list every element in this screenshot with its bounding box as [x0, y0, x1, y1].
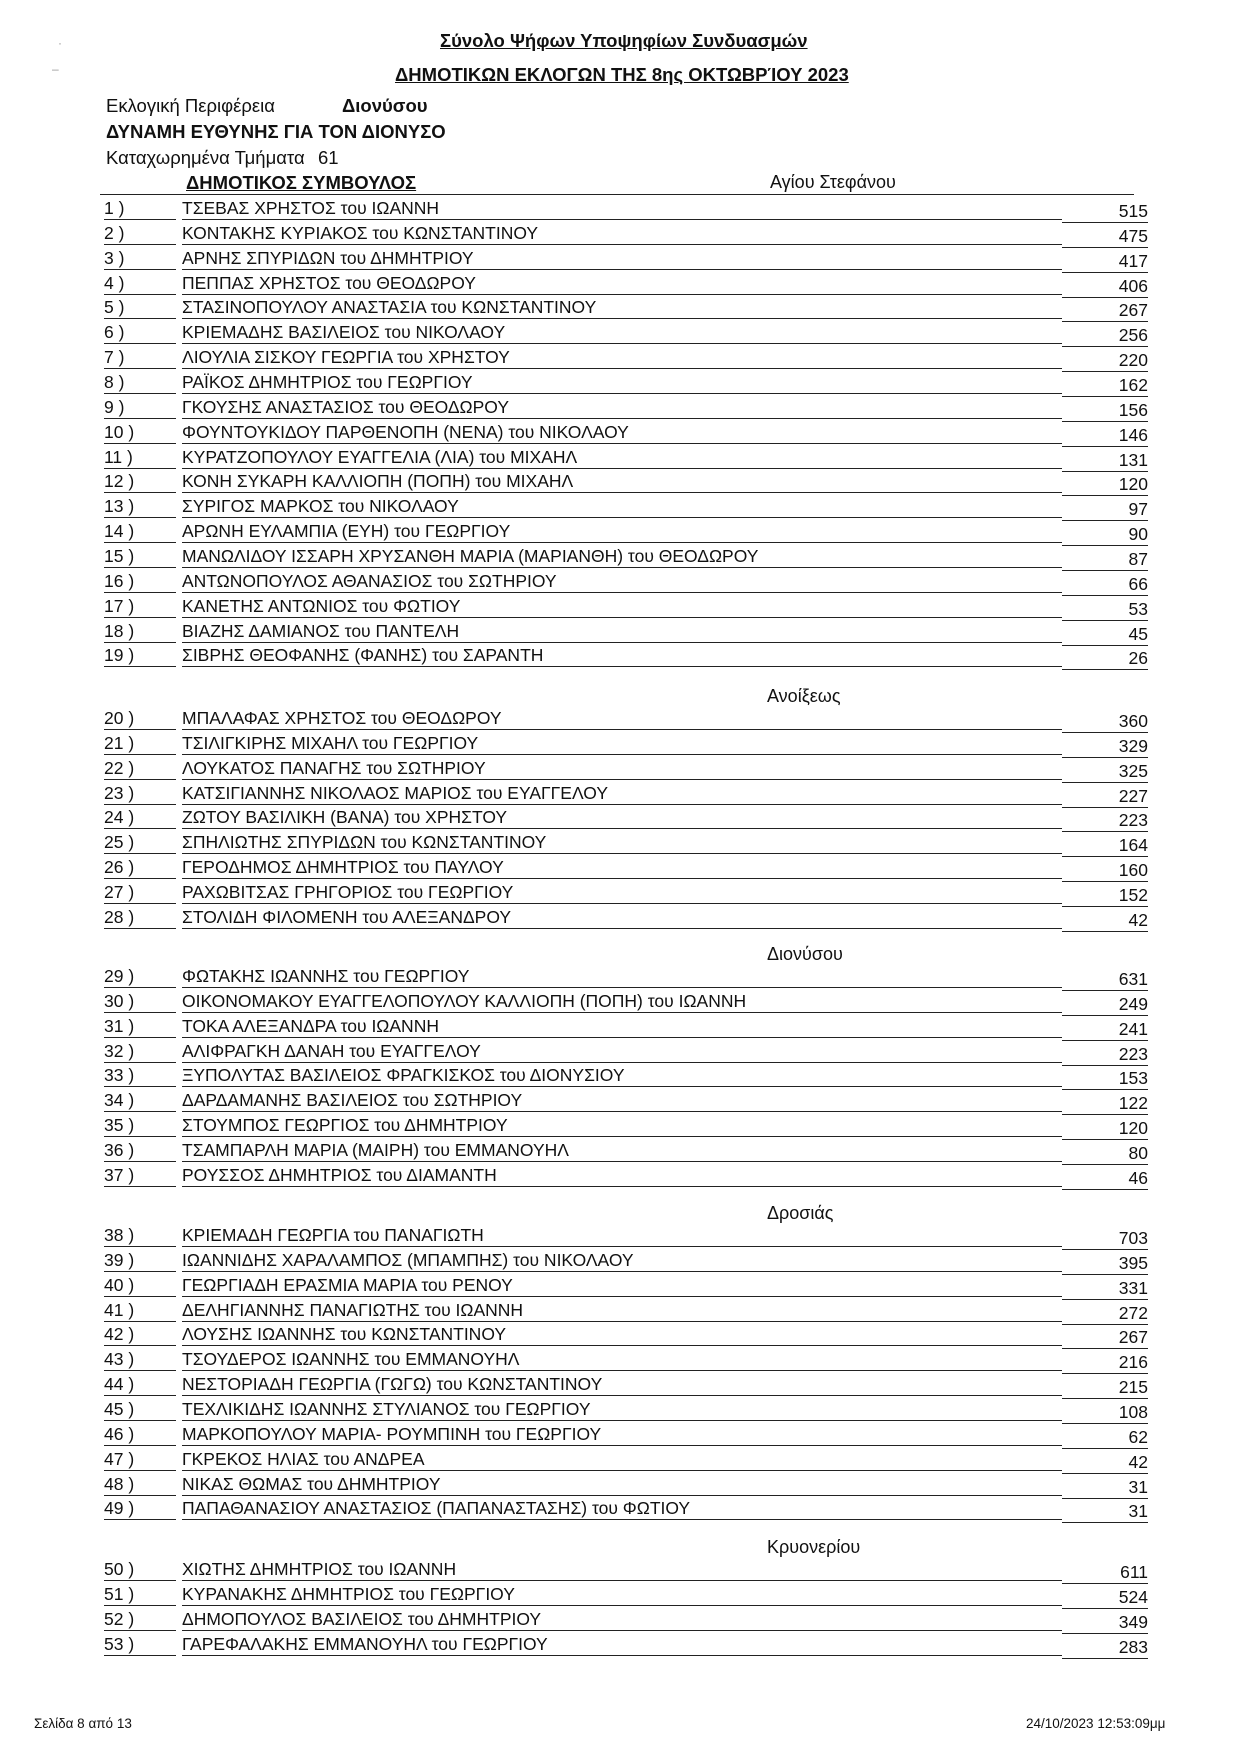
table-row	[100, 856, 1150, 881]
row-number: 29 )	[104, 965, 176, 988]
row-number: 18 )	[104, 620, 176, 643]
row-number: 25 )	[104, 831, 176, 854]
candidate-name: ΡΑΪΚΟΣ ΔΗΜΗΤΡΙΟΣ του ΓΕΩΡΓΙΟΥ	[182, 371, 1062, 394]
vote-count: 53	[1062, 598, 1148, 621]
vote-count: 162	[1062, 374, 1148, 397]
vote-count: 406	[1062, 275, 1148, 298]
row-number: 9 )	[104, 396, 176, 419]
candidate-name: ΔΗΜΟΠΟΥΛΟΣ ΒΑΣΙΛΕΙΟΣ του ΔΗΜΗΤΡΙΟΥ	[182, 1608, 1062, 1631]
candidate-name: ΜΑΝΩΛΙΔΟΥ ΙΣΣΑΡΗ ΧΡΥΣΑΝΘΗ ΜΑΡΙΑ (ΜΑΡΙΑΝΘΗ) του ΘΕΟΔΩΡΟΥ	[182, 545, 1062, 568]
document-subtitle: ΔΗΜΟΤΙΚΩΝ ΕΚΛΟΓΩΝ ΤΗΣ 8ης ΟΚΤΩΒΡΊΟΥ 2023	[395, 64, 849, 85]
row-number: 41 )	[104, 1299, 176, 1322]
row-number: 16 )	[104, 570, 176, 593]
vote-count: 283	[1062, 1636, 1148, 1659]
candidate-name: ΤΣΟΥΔΕΡΟΣ ΙΩΑΝΝΗΣ του ΕΜΜΑΝΟΥΗΛ	[182, 1348, 1062, 1371]
candidate-name: ΖΩΤΟΥ ΒΑΣΙΛΙΚΗ (ΒΑΝΑ) του ΧΡΗΣΤΟΥ	[182, 806, 1062, 829]
table-row	[100, 1608, 1150, 1633]
candidate-name: ΞΥΠΟΛΥΤΑΣ ΒΑΣΙΛΕΙΟΣ ΦΡΑΓΚΙΣΚΟΣ του ΔΙΟΝΥΣΙΟΥ	[182, 1064, 1062, 1087]
candidate-name: ΚΡΙΕΜΑΔΗ ΓΕΩΡΓΙΑ του ΠΑΝΑΓΙΩΤΗ	[182, 1224, 1062, 1247]
table-row	[100, 732, 1150, 757]
row-number: 39 )	[104, 1249, 176, 1272]
vote-count: 120	[1062, 473, 1148, 496]
sections-value: 61	[318, 147, 339, 168]
candidate-name: ΠΑΠΑΘΑΝΑΣΙΟΥ ΑΝΑΣΤΑΣΙΟΣ (ΠΑΠΑΝΑΣΤΑΣΗΣ) του ΦΩΤΙΟΥ	[182, 1497, 1062, 1520]
candidate-name: ΒΙΑΖΗΣ ΔΑΜΙΑΝΟΣ του ΠΑΝΤΕΛΗ	[182, 620, 1062, 643]
row-number: 24 )	[104, 806, 176, 829]
table-row	[100, 831, 1150, 856]
candidate-name: ΜΠΑΛΑΦΑΣ ΧΡΗΣΤΟΣ του ΘΕΟΔΩΡΟΥ	[182, 707, 1062, 730]
table-row	[100, 1583, 1150, 1608]
table-row	[100, 1323, 1150, 1348]
row-number: 7 )	[104, 346, 176, 369]
row-number: 26 )	[104, 856, 176, 879]
table-row	[100, 545, 1150, 570]
candidate-name: ΧΙΩΤΗΣ ΔΗΜΗΤΡΙΟΣ του ΙΩΑΝΝΗ	[182, 1558, 1062, 1581]
row-number: 31 )	[104, 1015, 176, 1038]
row-number: 34 )	[104, 1089, 176, 1112]
vote-count: 120	[1062, 1117, 1148, 1140]
row-number: 30 )	[104, 990, 176, 1013]
row-number: 28 )	[104, 906, 176, 929]
row-number: 10 )	[104, 421, 176, 444]
row-number: 22 )	[104, 757, 176, 780]
page-number: Σελίδα 8 από 13	[34, 1716, 132, 1731]
candidate-name: ΔΕΛΗΓΙΑΝΝΗΣ ΠΑΝΑΓΙΩΤΗΣ του ΙΩΑΝΝΗ	[182, 1299, 1062, 1322]
vote-count: 31	[1062, 1500, 1148, 1523]
row-number: 20 )	[104, 707, 176, 730]
table-row	[100, 470, 1150, 495]
candidate-name: ΡΑΧΩΒΙΤΣΑΣ ΓΡΗΓΟΡΙΟΣ του ΓΕΩΡΓΙΟΥ	[182, 881, 1062, 904]
table-row	[100, 1633, 1150, 1658]
row-number: 48 )	[104, 1473, 176, 1496]
table-row	[100, 1089, 1150, 1114]
row-number: 38 )	[104, 1224, 176, 1247]
vote-count: 349	[1062, 1611, 1148, 1634]
row-number: 46 )	[104, 1423, 176, 1446]
table-row	[100, 1040, 1150, 1065]
candidate-name: ΣΤΟΥΜΠΟΣ ΓΕΩΡΓΙΟΣ του ΔΗΜΗΤΡΙΟΥ	[182, 1114, 1062, 1137]
vote-count: 62	[1062, 1426, 1148, 1449]
vote-count: 267	[1062, 1326, 1148, 1349]
table-row	[100, 272, 1150, 297]
table-row	[100, 1423, 1150, 1448]
table-row	[100, 371, 1150, 396]
row-number: 11 )	[104, 446, 176, 469]
vote-count: 703	[1062, 1227, 1148, 1250]
vote-count: 249	[1062, 993, 1148, 1016]
row-number: 19 )	[104, 644, 176, 667]
candidate-name: ΡΟΥΣΣΟΣ ΔΗΜΗΤΡΙΟΣ του ΔΙΑΜΑΝΤΗ	[182, 1164, 1062, 1187]
vote-count: 395	[1062, 1252, 1148, 1275]
candidate-name: ΛΟΥΣΗΣ ΙΩΑΝΝΗΣ του ΚΩΝΣΤΑΝΤΙΝΟΥ	[182, 1323, 1062, 1346]
vote-count: 31	[1062, 1476, 1148, 1499]
vote-count: 156	[1062, 399, 1148, 422]
table-row	[100, 1373, 1150, 1398]
vote-count: 108	[1062, 1401, 1148, 1424]
row-number: 5 )	[104, 296, 176, 319]
table-row	[100, 1164, 1150, 1189]
candidate-name: ΔΑΡΔΑΜΑΝΗΣ ΒΑΣΙΛΕΙΟΣ του ΣΩΤΗΡΙΟΥ	[182, 1089, 1062, 1112]
candidate-name: ΓΑΡΕΦΑΛΑΚΗΣ ΕΜΜΑΝΟΥΗΛ του ΓΕΩΡΓΙΟΥ	[182, 1633, 1062, 1656]
row-number: 15 )	[104, 545, 176, 568]
row-number: 51 )	[104, 1583, 176, 1606]
scan-mark: –	[52, 62, 59, 76]
vote-count: 90	[1062, 523, 1148, 546]
table-row	[100, 1015, 1150, 1040]
row-number: 3 )	[104, 247, 176, 270]
table-row	[100, 595, 1150, 620]
table-row	[100, 1274, 1150, 1299]
vote-count: 267	[1062, 299, 1148, 322]
row-number: 49 )	[104, 1497, 176, 1520]
table-row	[100, 1249, 1150, 1274]
print-timestamp: 24/10/2023 12:53:09μμ	[1026, 1716, 1166, 1731]
candidate-name: ΝΕΣΤΟΡΙΑΔΗ ΓΕΩΡΓΙΑ (ΓΩΓΩ) του ΚΩΝΣΤΑΝΤΙΝΟΥ	[182, 1373, 1062, 1396]
vote-count: 42	[1062, 909, 1148, 932]
candidate-name: ΓΕΡΟΔΗΜΟΣ ΔΗΜΗΤΡΙΟΣ του ΠΑΥΛΟΥ	[182, 856, 1062, 879]
candidate-name: ΑΡΝΗΣ ΣΠΥΡΙΔΩΝ του ΔΗΜΗΤΡΙΟΥ	[182, 247, 1062, 270]
candidate-name: ΓΕΩΡΓΙΑΔΗ ΕΡΑΣΜΙΑ ΜΑΡΙΑ του ΡΕΝΟΥ	[182, 1274, 1062, 1297]
region-title: Κρυονερίου	[767, 1537, 861, 1557]
row-number: 37 )	[104, 1164, 176, 1187]
row-number: 21 )	[104, 732, 176, 755]
row-number: 4 )	[104, 272, 176, 295]
row-number: 14 )	[104, 520, 176, 543]
candidate-name: ΙΩΑΝΝΙΔΗΣ ΧΑΡΑΛΑΜΠΟΣ (ΜΠΑΜΠΗΣ) του ΝΙΚΟΛΑΟΥ	[182, 1249, 1062, 1272]
vote-count: 611	[1062, 1561, 1148, 1584]
candidate-name: ΓΚΡΕΚΟΣ ΗΛΙΑΣ του ΑΝΔΡΕΑ	[182, 1448, 1062, 1471]
candidate-name: ΠΕΠΠΑΣ ΧΡΗΣΤΟΣ του ΘΕΟΔΩΡΟΥ	[182, 272, 1062, 295]
vote-count: 153	[1062, 1067, 1148, 1090]
table-row	[100, 396, 1150, 421]
vote-count: 152	[1062, 884, 1148, 907]
vote-count: 216	[1062, 1351, 1148, 1374]
candidate-name: ΚΡΙΕΜΑΔΗΣ ΒΑΣΙΛΕΙΟΣ του ΝΙΚΟΛΑΟΥ	[182, 321, 1062, 344]
vote-count: 272	[1062, 1302, 1148, 1325]
row-number: 44 )	[104, 1373, 176, 1396]
row-number: 23 )	[104, 782, 176, 805]
vote-count: 146	[1062, 424, 1148, 447]
row-number: 50 )	[104, 1558, 176, 1581]
candidate-name: ΚΥΡΑΝΑΚΗΣ ΔΗΜΗΤΡΙΟΣ του ΓΕΩΡΓΙΟΥ	[182, 1583, 1062, 1606]
row-number: 13 )	[104, 495, 176, 518]
candidate-name: ΤΟΚΑ ΑΛΕΞΑΝΔΡΑ του ΙΩΑΝΝΗ	[182, 1015, 1062, 1038]
row-number: 6 )	[104, 321, 176, 344]
table-row	[100, 965, 1150, 990]
table-row	[100, 495, 1150, 520]
table-row	[100, 1224, 1150, 1249]
candidate-name: ΛΟΥΚΑΤΟΣ ΠΑΝΑΓΗΣ του ΣΩΤΗΡΙΟΥ	[182, 757, 1062, 780]
candidate-name: ΣΠΗΛΙΩΤΗΣ ΣΠΥΡΙΔΩΝ του ΚΩΝΣΤΑΝΤΙΝΟΥ	[182, 831, 1062, 854]
row-number: 17 )	[104, 595, 176, 618]
vote-count: 46	[1062, 1167, 1148, 1190]
candidate-name: ΚΑΝΕΤΗΣ ΑΝΤΩΝΙΟΣ του ΦΩΤΙΟΥ	[182, 595, 1062, 618]
vote-count: 131	[1062, 449, 1148, 472]
row-number: 45 )	[104, 1398, 176, 1421]
table-row	[100, 1348, 1150, 1373]
candidate-name: ΤΣΙΛΙΓΚΙΡΗΣ ΜΙΧΑΗΛ του ΓΕΩΡΓΙΟΥ	[182, 732, 1062, 755]
vote-count: 256	[1062, 324, 1148, 347]
candidate-name: ΛΙΟΥΛΙΑ ΣΙΣΚΟΥ ΓΕΩΡΓΙΑ του ΧΡΗΣΤΟΥ	[182, 346, 1062, 369]
vote-count: 215	[1062, 1376, 1148, 1399]
candidate-name: ΣΥΡΙΓΟΣ ΜΑΡΚΟΣ του ΝΙΚΟΛΑΟΥ	[182, 495, 1062, 518]
document-title: Σύνολο Ψήφων Υποψηφίων Συνδυασμών	[440, 30, 808, 51]
region-title: Ανοίξεως	[767, 686, 841, 706]
candidate-name: ΝΙΚΑΣ ΘΩΜΑΣ του ΔΗΜΗΤΡΙΟΥ	[182, 1473, 1062, 1496]
candidate-name: ΣΙΒΡΗΣ ΘΕΟΦΑΝΗΣ (ΦΑΝΗΣ) του ΣΑΡΑΝΤΗ	[182, 644, 1062, 667]
candidate-name: ΑΝΤΩΝΟΠΟΥΛΟΣ ΑΘΑΝΑΣΙΟΣ του ΣΩΤΗΡΙΟΥ	[182, 570, 1062, 593]
candidate-name: ΚΟΝΤΑΚΗΣ ΚΥΡΙΑΚΟΣ του ΚΩΝΣΤΑΝΤΙΝΟΥ	[182, 222, 1062, 245]
party-name: ΔΥΝΑΜΗ ΕΥΘΥΝΗΣ ΓΙΑ ΤΟΝ ΔΙΟΝΥΣΟ	[106, 121, 446, 142]
vote-count: 42	[1062, 1451, 1148, 1474]
table-row	[100, 247, 1150, 272]
vote-count: 223	[1062, 1043, 1148, 1066]
vote-count: 631	[1062, 968, 1148, 991]
table-row	[100, 197, 1150, 222]
row-number: 35 )	[104, 1114, 176, 1137]
table-row	[100, 321, 1150, 346]
table-row	[100, 520, 1150, 545]
candidate-name: ΓΚΟΥΣΗΣ ΑΝΑΣΤΑΣΙΟΣ του ΘΕΟΔΩΡΟΥ	[182, 396, 1062, 419]
row-number: 1 )	[104, 197, 176, 220]
vote-count: 220	[1062, 349, 1148, 372]
column-header-label: ΔΗΜΟΤΙΚΟΣ ΣΥΜΒΟΥΛΟΣ	[186, 172, 417, 193]
row-number: 36 )	[104, 1139, 176, 1162]
table-row	[100, 1299, 1150, 1324]
scan-mark: ·	[58, 36, 62, 50]
candidate-name: ΚΑΤΣΙΓΙΑΝΝΗΣ ΝΙΚΟΛΑΟΣ ΜΑΡΙΟΣ του ΕΥΑΓΓΕΛΟΥ	[182, 782, 1062, 805]
vote-count: 475	[1062, 225, 1148, 248]
table-row	[100, 1139, 1150, 1164]
vote-count: 417	[1062, 250, 1148, 273]
vote-count: 515	[1062, 200, 1148, 223]
table-row	[100, 1064, 1150, 1089]
candidate-name: ΑΡΩΝΗ ΕΥΛΑΜΠΙΑ (ΕΥΗ) του ΓΕΩΡΓΙΟΥ	[182, 520, 1062, 543]
table-row	[100, 707, 1150, 732]
table-row	[100, 346, 1150, 371]
vote-count: 87	[1062, 548, 1148, 571]
candidate-name: ΚΥΡΑΤΖΟΠΟΥΛΟΥ ΕΥΑΓΓΕΛΙΑ (ΛΙΑ) του ΜΙΧΑΗΛ	[182, 446, 1062, 469]
candidate-name: ΚΟΝΗ ΣΥΚΑΡΗ ΚΑΛΛΙΟΠΗ (ΠΟΠΗ) του ΜΙΧΑΗΛ	[182, 470, 1062, 493]
candidate-name: ΤΣΕΒΑΣ ΧΡΗΣΤΟΣ του ΙΩΑΝΝΗ	[182, 197, 1062, 220]
region-value: Διονύσου	[342, 95, 428, 116]
table-row	[100, 1114, 1150, 1139]
table-row	[100, 1398, 1150, 1423]
row-number: 2 )	[104, 222, 176, 245]
candidate-name: ΜΑΡΚΟΠΟΥΛΟΥ ΜΑΡΙΑ- ΡΟΥΜΠΙΝΗ του ΓΕΩΡΓΙΟΥ	[182, 1423, 1062, 1446]
region-title: Διονύσου	[767, 944, 843, 964]
candidate-name: ΦΟΥΝΤΟΥΚΙΔΟΥ ΠΑΡΘΕΝΟΠΗ (ΝΕΝΑ) του ΝΙΚΟΛΑΟΥ	[182, 421, 1062, 444]
table-row	[100, 570, 1150, 595]
vote-count: 122	[1062, 1092, 1148, 1115]
table-row	[100, 1497, 1150, 1522]
vote-count: 45	[1062, 623, 1148, 646]
table-row	[100, 906, 1150, 931]
table-row	[100, 421, 1150, 446]
region-title: Αγίου Στεφάνου	[770, 172, 896, 192]
row-number: 8 )	[104, 371, 176, 394]
table-row	[100, 296, 1150, 321]
candidate-name: ΤΣΑΜΠΑΡΛΗ ΜΑΡΙΑ (ΜΑΙΡΗ) του ΕΜΜΑΝΟΥΗΛ	[182, 1139, 1062, 1162]
row-number: 53 )	[104, 1633, 176, 1656]
table-row	[100, 1448, 1150, 1473]
row-number: 43 )	[104, 1348, 176, 1371]
table-row	[100, 881, 1150, 906]
vote-count: 227	[1062, 785, 1148, 808]
table-row	[100, 620, 1150, 645]
vote-count: 360	[1062, 710, 1148, 733]
table-row	[100, 446, 1150, 471]
row-number: 40 )	[104, 1274, 176, 1297]
row-number: 33 )	[104, 1064, 176, 1087]
table-row	[100, 1558, 1150, 1583]
candidate-name: ΣΤΑΣΙΝΟΠΟΥΛΟΥ ΑΝΑΣΤΑΣΙΑ του ΚΩΝΣΤΑΝΤΙΝΟΥ	[182, 296, 1062, 319]
row-number: 27 )	[104, 881, 176, 904]
table-row	[100, 990, 1150, 1015]
vote-count: 164	[1062, 834, 1148, 857]
row-number: 52 )	[104, 1608, 176, 1631]
candidate-name: ΦΩΤΑΚΗΣ ΙΩΑΝΝΗΣ του ΓΕΩΡΓΙΟΥ	[182, 965, 1062, 988]
table-row	[100, 757, 1150, 782]
vote-count: 329	[1062, 735, 1148, 758]
vote-count: 325	[1062, 760, 1148, 783]
candidate-name: ΤΕΧΛΙΚΙΔΗΣ ΙΩΑΝΝΗΣ ΣΤΥΛΙΑΝΟΣ του ΓΕΩΡΓΙΟΥ	[182, 1398, 1062, 1421]
vote-count: 80	[1062, 1142, 1148, 1165]
candidate-name: ΣΤΟΛΙΔΗ ΦΙΛΟΜΕΝΗ του ΑΛΕΞΑΝΔΡΟΥ	[182, 906, 1062, 929]
vote-count: 241	[1062, 1018, 1148, 1041]
vote-count: 160	[1062, 859, 1148, 882]
vote-count: 97	[1062, 498, 1148, 521]
row-number: 47 )	[104, 1448, 176, 1471]
region-title: Δροσιάς	[767, 1203, 834, 1223]
table-row	[100, 806, 1150, 831]
row-number: 42 )	[104, 1323, 176, 1346]
row-number: 12 )	[104, 470, 176, 493]
candidate-name: ΟΙΚΟΝΟΜΑΚΟΥ ΕΥΑΓΓΕΛΟΠΟΥΛΟΥ ΚΑΛΛΙΟΠΗ (ΠΟΠΗ) του ΙΩΑΝΝΗ	[182, 990, 1062, 1013]
vote-count: 331	[1062, 1277, 1148, 1300]
row-number: 32 )	[104, 1040, 176, 1063]
table-row	[100, 782, 1150, 807]
column-header	[100, 172, 1134, 195]
vote-count: 524	[1062, 1586, 1148, 1609]
table-row	[100, 1473, 1150, 1498]
vote-count: 66	[1062, 573, 1148, 596]
candidate-name: ΑΛΙΦΡΑΓΚΗ ΔΑΝΑΗ του ΕΥΑΓΓΕΛΟΥ	[182, 1040, 1062, 1063]
vote-count: 223	[1062, 809, 1148, 832]
vote-count: 26	[1062, 647, 1148, 670]
sections-label: Καταχωρημένα Τμήματα	[106, 147, 305, 168]
table-row	[100, 222, 1150, 247]
table-row	[100, 644, 1150, 669]
region-label: Εκλογική Περιφέρεια	[106, 95, 275, 116]
